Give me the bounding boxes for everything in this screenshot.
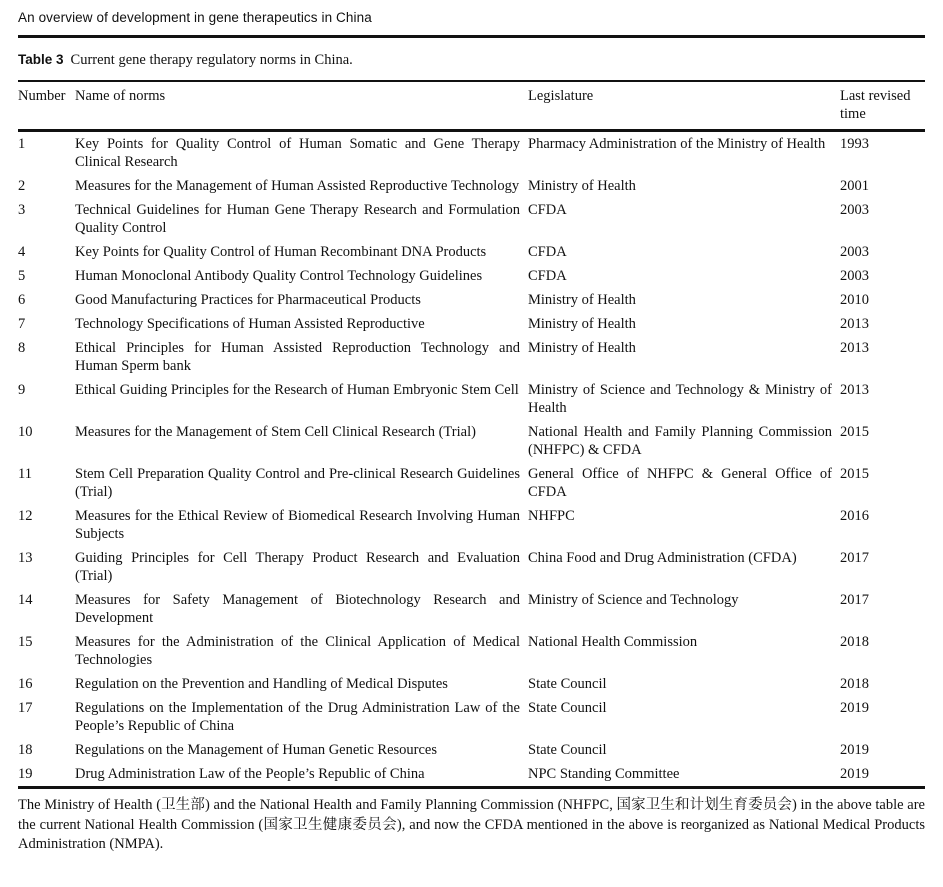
norm-number: 14: [18, 592, 33, 608]
norm-number: 13: [18, 550, 33, 566]
table-row: [18, 288, 925, 312]
norm-number: 8: [18, 340, 26, 356]
table-row: [18, 240, 925, 264]
norm-legislature: State Council: [528, 742, 607, 758]
table-header-row: [18, 81, 925, 131]
table-body: [18, 131, 925, 787]
table-footnote: The Ministry of Health (卫生部) and the National Health and Family Planning Commission (NHFPC, 国家卫生和计划生育委员会) in the above table are the current National Health Commission (国家卫生健康委员会), and now the CFDA mentioned in the above is reorganized as National Medical Products Administration (NMPA).: [18, 797, 925, 852]
norm-name: Measures for the Management of Stem Cell Clinical Research (Trial): [75, 424, 476, 440]
norm-year: 2017: [840, 550, 869, 566]
norm-year: 1993: [840, 136, 869, 152]
norm-legislature: General Office of NHFPC & General Office of CFDA: [528, 466, 832, 500]
norm-number: 5: [18, 268, 26, 284]
norm-name: Ethical Guiding Principles for the Research of Human Embryonic Stem Cell: [75, 382, 519, 398]
table-header: [18, 81, 925, 131]
norm-year: 2013: [840, 340, 869, 356]
norm-number: 15: [18, 634, 33, 650]
column-header-name-of-norms: Name of norms: [75, 81, 528, 131]
norm-number: 10: [18, 424, 33, 440]
header-divider: [18, 35, 925, 38]
norm-name: Key Points for Quality Control of Human Recombinant DNA Products: [75, 244, 487, 260]
table-row: [18, 131, 925, 175]
norm-year: 2018: [840, 676, 869, 692]
running-head: An overview of development in gene therapeutics in China: [18, 10, 372, 25]
table-row: [18, 762, 925, 786]
table-row: [18, 174, 925, 198]
norm-name: Key Points for Quality Control of Human Somatic and Gene Therapy Clinical Research: [75, 136, 520, 170]
norm-year: 2013: [840, 316, 869, 332]
norm-name: Measures for the Ethical Review of Biomedical Research Involving Human Subjects: [75, 508, 520, 542]
norm-legislature: Ministry of Science and Technology & Ministry of Health: [528, 382, 832, 416]
norm-legislature: State Council: [528, 676, 607, 692]
norm-name: Guiding Principles for Cell Therapy Product Research and Evaluation (Trial): [75, 550, 520, 584]
norm-legislature: Pharmacy Administration of the Ministry of Health: [528, 136, 826, 152]
norm-year: 2018: [840, 634, 869, 650]
norm-number: 19: [18, 766, 33, 782]
norm-legislature: Ministry of Health: [528, 340, 636, 356]
norm-year: 2003: [840, 202, 869, 218]
norm-legislature: State Council: [528, 700, 607, 716]
norm-legislature: Ministry of Science and Technology: [528, 592, 739, 608]
table-bottom-divider: [18, 786, 925, 789]
table-row: [18, 336, 925, 378]
norm-number: 1: [18, 136, 26, 152]
norm-legislature: CFDA: [528, 244, 567, 260]
norm-legislature: NPC Standing Committee: [528, 766, 680, 782]
table-row: [18, 198, 925, 240]
norm-name: Stem Cell Preparation Quality Control and Pre-clinical Research Guidelines (Trial): [75, 466, 520, 500]
norm-year: 2017: [840, 592, 869, 608]
norm-year: 2019: [840, 700, 869, 716]
norm-legislature: National Health Commission: [528, 634, 698, 650]
column-header-legislature: Legislature: [528, 81, 840, 131]
table-row: [18, 588, 925, 630]
norm-number: 11: [18, 466, 32, 482]
regulatory-norms-table: [18, 80, 925, 786]
norm-number: 7: [18, 316, 26, 332]
norm-year: 2013: [840, 382, 869, 398]
norm-legislature: National Health and Family Planning Commission (NHFPC) & CFDA: [528, 424, 832, 458]
table-row: [18, 696, 925, 738]
norm-number: 6: [18, 292, 26, 308]
norm-legislature: CFDA: [528, 268, 567, 284]
table-caption-label: Table 3: [18, 52, 64, 67]
table-caption: [18, 51, 925, 69]
norm-number: 4: [18, 244, 26, 260]
norm-year: 2015: [840, 466, 869, 482]
norm-name: Human Monoclonal Antibody Quality Control Technology Guidelines: [75, 268, 483, 284]
norm-name: Measures for the Management of Human Assisted Reproductive Technology: [75, 178, 520, 194]
norm-year: 2003: [840, 244, 869, 260]
norm-legislature: CFDA: [528, 202, 567, 218]
column-header-last-revised-time: Last revised time: [840, 81, 925, 131]
norm-name: Drug Administration Law of the People’s Republic of China: [75, 766, 425, 782]
norm-name: Measures for the Administration of the Clinical Application of Medical Technologies: [75, 634, 520, 668]
norm-legislature: NHFPC: [528, 508, 575, 524]
norm-name: Regulations on the Implementation of the Drug Administration Law of the People’s Republic of China: [75, 700, 520, 734]
norm-number: 17: [18, 700, 33, 716]
norm-number: 9: [18, 382, 26, 398]
table-row: [18, 378, 925, 420]
table-row: [18, 504, 925, 546]
table-row: [18, 672, 925, 696]
table-row: [18, 312, 925, 336]
norm-legislature: China Food and Drug Administration (CFDA): [528, 550, 797, 566]
table-row: [18, 264, 925, 288]
norm-number: 2: [18, 178, 26, 194]
norm-year: 2001: [840, 178, 869, 194]
norm-legislature: Ministry of Health: [528, 178, 636, 194]
norm-name: Technology Specifications of Human Assisted Reproductive: [75, 316, 425, 332]
table-row: [18, 462, 925, 504]
norm-legislature: Ministry of Health: [528, 316, 636, 332]
norm-year: 2015: [840, 424, 869, 440]
norm-year: 2019: [840, 766, 869, 782]
norm-year: 2016: [840, 508, 869, 524]
norm-year: 2010: [840, 292, 869, 308]
table-caption-text: Current gene therapy regulatory norms in China.: [70, 52, 353, 68]
norm-name: Measures for Safety Management of Biotechnology Research and Development: [75, 592, 520, 626]
norm-year: 2019: [840, 742, 869, 758]
norm-legislature: Ministry of Health: [528, 292, 636, 308]
norm-number: 3: [18, 202, 26, 218]
norm-number: 18: [18, 742, 33, 758]
norm-year: 2003: [840, 268, 869, 284]
norm-number: 16: [18, 676, 33, 692]
norm-name: Technical Guidelines for Human Gene Therapy Research and Formulation Quality Control: [75, 202, 520, 236]
norm-name: Good Manufacturing Practices for Pharmaceutical Products: [75, 292, 421, 308]
column-header-number: Number: [18, 81, 75, 131]
table-row: [18, 738, 925, 762]
table-row: [18, 420, 925, 462]
table-row: [18, 630, 925, 672]
table-row: [18, 546, 925, 588]
norm-name: Regulation on the Prevention and Handling of Medical Disputes: [75, 676, 448, 692]
norm-name: Regulations on the Management of Human Genetic Resources: [75, 742, 437, 758]
norm-name: Ethical Principles for Human Assisted Reproduction Technology and Human Sperm bank: [75, 340, 520, 374]
norm-number: 12: [18, 508, 33, 524]
